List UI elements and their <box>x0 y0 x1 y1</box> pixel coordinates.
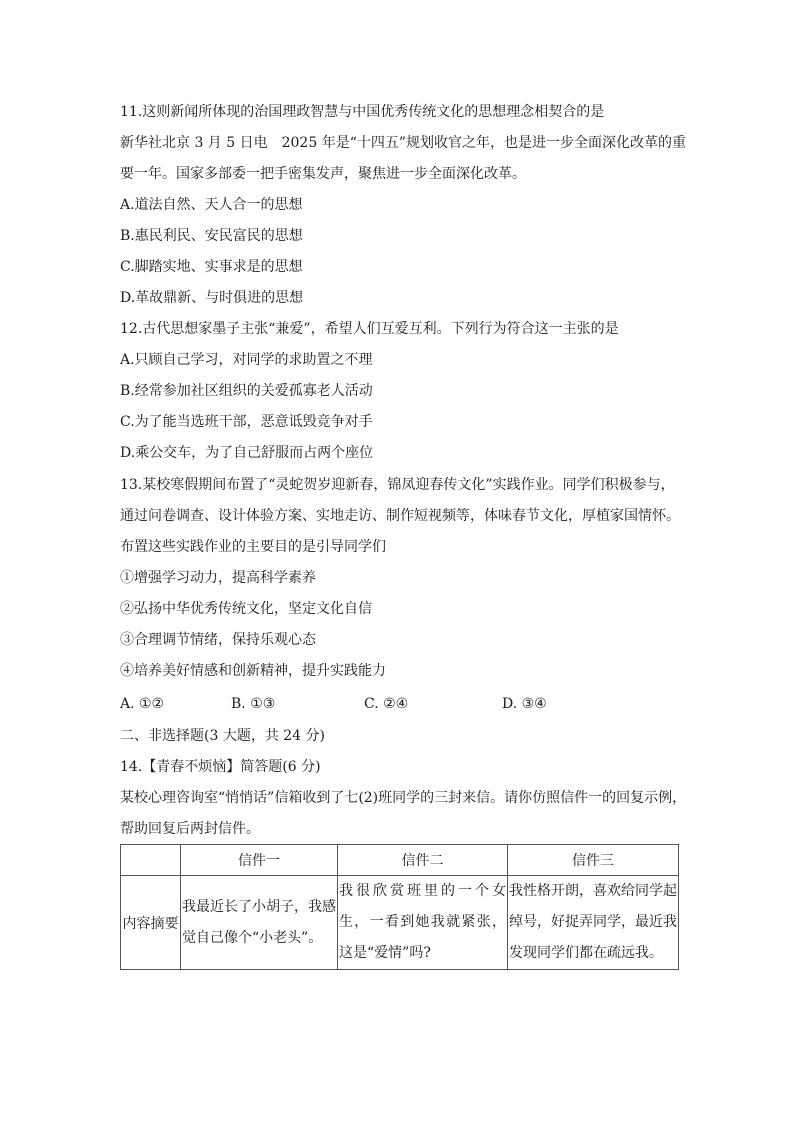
q11-option-b: B.惠民利民、安民富民的思想 <box>120 228 303 244</box>
q13-choice-b: B. ①③ <box>231 696 276 712</box>
q11-option-d: D.革故鼎新、与时俱进的思想 <box>120 290 304 306</box>
q12-option-b: B.经常参加社区组织的关爱孤寡老人活动 <box>120 383 373 399</box>
letter-2-summary: 我很欣赏班里的一个女生，一看到她我就紧张，这是“爱情”吗? <box>338 876 508 970</box>
q13-stem-line1: 13.某校寒假期间布置了“灵蛇贺岁迎新春，锦凤迎春传文化”实践作业。同学们积极参与， <box>120 477 675 493</box>
header-letter-2: 信件二 <box>338 845 508 876</box>
q13-item-3: ③合理调节情绪，保持乐观心态 <box>120 632 316 648</box>
q14-intro-line2: 帮助回复后两封信件。 <box>120 821 260 837</box>
q13-stem-line3: 布置这些实践作业的主要目的是引导同学们 <box>120 539 386 555</box>
letters-table-header-row <box>121 845 679 876</box>
q13-stem-line2: 通过问卷调查、设计体验方案、实地走访、制作短视频等，体味春节文化，厚植家国情怀。 <box>120 508 680 524</box>
header-letter-1: 信件一 <box>181 845 338 876</box>
q11-option-a: A.道法自然、天人合一的思想 <box>120 197 303 213</box>
header-blank <box>121 845 181 876</box>
q14-title: 14.【青春不烦恼】简答题(6 分) <box>120 759 321 775</box>
letters-table-content-row <box>121 876 679 970</box>
q12-option-a: A.只顾自己学习，对同学的求助置之不理 <box>120 352 373 368</box>
q12-stem: 12.古代思想家墨子主张“兼爱”，希望人们互爱互利。下列行为符合这一主张的是 <box>120 321 619 337</box>
q11-news-line1: 新华社北京 3 月 5 日电 2025 年是“十四五”规划收官之年，也是进一步全面深化改革的重 <box>120 135 687 151</box>
q13-item-4: ④培养美好情感和创新精神，提升实践能力 <box>120 663 386 679</box>
q12-option-c: C.为了能当选班干部，恶意诋毁竞争对手 <box>120 414 373 430</box>
q13-item-1: ①增强学习动力，提高科学素养 <box>120 570 316 586</box>
q13-choice-a: A. ①② <box>120 696 165 712</box>
q14-intro-line1: 某校心理咨询室“悄悄话”信箱收到了七(2)班同学的三封来信。请你仿照信件一的回复示例， <box>120 790 687 806</box>
letter-3-summary: 我性格开朗，喜欢给同学起绰号，好捉弄同学，最近我发现同学们都在疏远我。 <box>508 876 679 970</box>
letters-table <box>120 844 679 970</box>
letter-1-summary: 我最近长了小胡子，我感觉自己像个“小老头”。 <box>181 876 338 970</box>
header-letter-3: 信件三 <box>508 845 679 876</box>
q13-choice-c: C. ②④ <box>364 696 409 712</box>
q11-stem: 11.这则新闻所体现的治国理政智慧与中国优秀传统文化的思想理念相契合的是 <box>120 104 605 120</box>
q13-item-2: ②弘扬中华优秀传统文化，坚定文化自信 <box>120 601 372 617</box>
q13-choice-d: D. ③④ <box>502 696 547 712</box>
row-label-summary: 内容摘要 <box>121 876 181 970</box>
q11-news-line2: 要一年。国家多部委一把手密集发声，聚焦进一步全面深化改革。 <box>120 166 526 182</box>
q12-option-d: D.乘公交车，为了自己舒服而占两个座位 <box>120 445 374 461</box>
q13-choices <box>120 694 680 714</box>
section2-title: 二、非选择题(3 大题，共 24 分) <box>120 728 325 744</box>
q11-option-c: C.脚踏实地、实事求是的思想 <box>120 259 303 275</box>
